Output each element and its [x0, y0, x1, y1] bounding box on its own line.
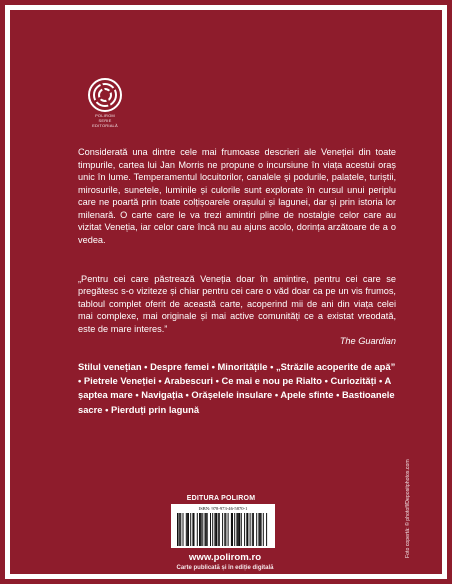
- book-description: Considerată una dintre cele mai frumoase descrieri ale Veneției din toate timpurile, cartea lui Jan Morris ne propune o incursiune în viața acestui oraș unic în lume. Temperamentul locuitorilor, canalele și podurile, palatele, turiștii, mirosurile, sunetele, luminile și culorile sunt explorate în cursul unui periplu care ne poartă prin toate colțișoarele orașului și lagunei, dar și prin istoria lor milenară. O carte care le va trezi amintiri pline de nostalgie celor care au vizitat Veneția, iar celor care încă nu au ajuns acolo, dorința arzătoare de a o vedea.: [78, 147, 396, 245]
- separator: •: [274, 389, 281, 401]
- barcode-bar: [260, 513, 261, 546]
- logo-text: [80, 113, 130, 128]
- separator: •: [144, 361, 151, 372]
- publisher-name: EDITURA POLIROM: [186, 495, 256, 502]
- barcode-bar: [186, 513, 187, 546]
- barcode-bar: [205, 513, 206, 546]
- barcode-bar: [177, 513, 179, 546]
- barcode-bar: [180, 513, 181, 546]
- barcode-bar: [256, 513, 257, 546]
- chapter-list-item: Bastioanele sacre: [78, 389, 395, 415]
- chapter-list-item: Pietrele Veneției: [83, 375, 156, 387]
- barcode-bar: [258, 513, 259, 546]
- quote-source: The Guardian: [339, 336, 396, 346]
- separator: •: [135, 389, 142, 401]
- barcode-bar: [210, 513, 211, 546]
- chapter-list-item: Arabescuri: [163, 375, 213, 387]
- barcode-bar: [206, 513, 207, 546]
- barcode-bar: [238, 513, 239, 546]
- logo-line-1: POLIROM: [95, 113, 115, 118]
- barcode-bar: [200, 513, 202, 546]
- chapter-list-item: Despre femei: [150, 361, 209, 372]
- separator: •: [105, 403, 112, 415]
- separator: •: [211, 361, 218, 372]
- barcode-bar: [234, 513, 235, 546]
- barcode-bar: [179, 513, 180, 546]
- chapter-list-item: Curiozități: [330, 375, 377, 387]
- cover-panel: [10, 10, 442, 574]
- barcode-bar: [202, 513, 203, 546]
- barcode-bar: [197, 513, 198, 546]
- separator: •: [324, 375, 331, 387]
- barcode-bar: [216, 513, 218, 546]
- barcode-bar: [236, 513, 237, 546]
- press-quote: „Pentru cei care păstrează Veneția doar în amintire, pentru cei care se pregătesc s-o viziteze și chiar pentru cei care o văd doar ca pe un vis frumos, tabloul complet oferit de această carte, acoperind mii de ani din viața celei mai complexe, mai originale și mai active comunități ce a existat vreodată, este de mare interes.”: [78, 274, 396, 334]
- barcode-bar: [199, 513, 200, 546]
- chapter-list-item: Orășelele insulare: [191, 389, 273, 401]
- barcode-bar: [190, 513, 191, 546]
- chapter-list: [78, 360, 396, 417]
- separator: •: [270, 361, 276, 372]
- chapter-list-item: Stilul venețian: [78, 361, 142, 372]
- barcode-bar: [266, 513, 267, 546]
- barcode-bar: [241, 513, 242, 546]
- barcode-bar: [239, 513, 241, 546]
- chapter-list-item: „Străzile acoperite de apă”: [275, 361, 396, 372]
- barcode-box: [171, 504, 275, 548]
- digital-edition-tagline: Carte publicată și în ediție digitală: [176, 565, 274, 571]
- barcode-bar: [253, 513, 254, 546]
- barcode-bar: [232, 513, 233, 546]
- logo-line-3: EDITORIALĂ: [92, 123, 118, 128]
- chapter-list-item: Minoritățile: [217, 361, 268, 372]
- barcode-bar: [261, 513, 262, 546]
- barcode-bar: [250, 513, 251, 546]
- barcode-bar: [222, 513, 223, 546]
- chapter-list-item: Pierduți prin lagună: [111, 403, 200, 415]
- barcode-bar: [218, 513, 219, 546]
- barcode-bar: [263, 513, 264, 546]
- chapter-list-item: A șaptea mare: [78, 375, 391, 401]
- separator: •: [185, 389, 192, 401]
- barcode-bar: [194, 513, 195, 546]
- barcode-bar: [214, 513, 215, 546]
- chapter-list-item: Navigația: [141, 389, 183, 401]
- barcode-bar: [187, 513, 188, 546]
- barcode: [177, 513, 269, 546]
- barcode-bar: [252, 513, 253, 546]
- barcode-bar: [188, 513, 189, 546]
- isbn: ISBN: 978-973-46-5870-1: [198, 506, 248, 511]
- barcode-bar: [244, 513, 245, 546]
- separator: •: [215, 375, 222, 387]
- barcode-bar: [247, 513, 248, 546]
- separator: •: [78, 375, 84, 387]
- barcode-bar: [207, 513, 208, 546]
- barcode-bar: [225, 513, 226, 546]
- barcode-bar: [224, 513, 225, 546]
- chapter-list-item: Ce mai e nou pe Rialto: [221, 375, 322, 387]
- barcode-bar: [212, 513, 213, 546]
- chapter-list-item: Apele sfinte: [280, 389, 334, 401]
- barcode-bar: [219, 513, 220, 546]
- separator: •: [158, 375, 164, 387]
- separator: •: [336, 389, 342, 401]
- separator: •: [378, 375, 385, 387]
- website-url: www.polirom.ro: [188, 552, 262, 563]
- spiral-logo-icon: [84, 77, 126, 113]
- barcode-bar: [183, 513, 184, 546]
- photo-credit: Foto copertă: © photofl/Depositphotos.com: [405, 459, 411, 558]
- barcode-bar: [228, 513, 229, 546]
- logo-line-2: SERIE: [98, 118, 112, 123]
